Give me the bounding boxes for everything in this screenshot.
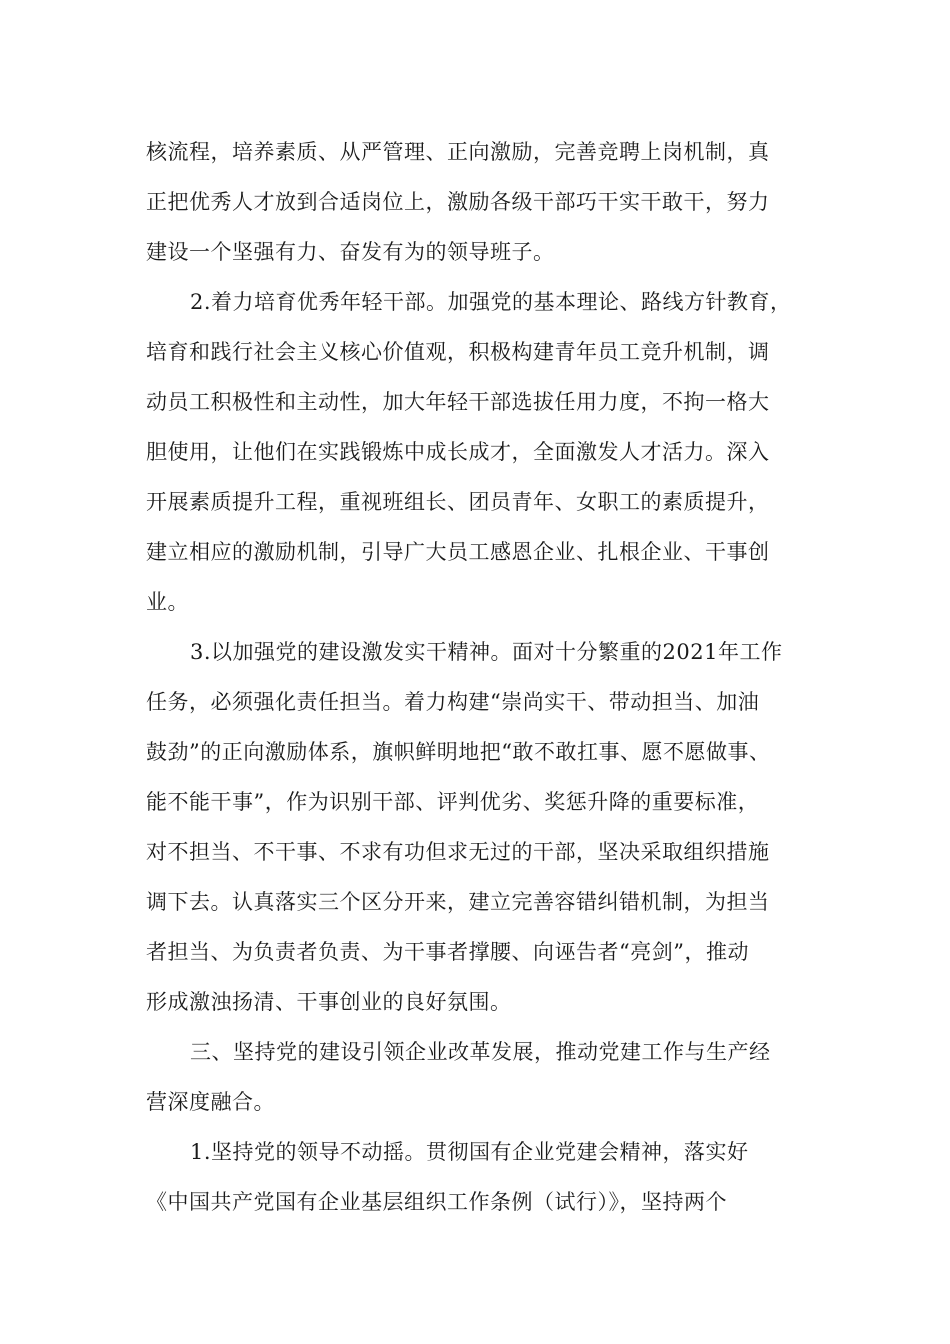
text-line: 建设一个坚强有力、奋发有为的领导班子。 xyxy=(146,240,555,264)
text-line: 2.着力培育优秀年轻干部。加强党的基本理论、路线方针教育， xyxy=(190,290,792,314)
text-line: 正把优秀人才放到合适岗位上，激励各级干部巧干实干敢干，努力 xyxy=(146,190,770,214)
text-line: 《中国共产党国有企业基层组织工作条例（试行）》，坚持两个 xyxy=(146,1190,727,1214)
text-line: 调下去。认真落实三个区分开来，建立完善容错纠错机制，为担当 xyxy=(146,890,770,914)
text-line: 对不担当、不干事、不求有功但求无过的干部，坚决采取组织措施 xyxy=(146,840,770,864)
text-line: 任务，必须强化责任担当。着力构建“崇尚实干、带动担当、加油 xyxy=(146,690,760,714)
text-line: 培育和践行社会主义核心价值观，积极构建青年员工竞升机制，调 xyxy=(146,340,770,364)
text-line: 营深度融合。 xyxy=(146,1090,275,1114)
text-line: 1.坚持党的领导不动摇。贯彻国有企业党建会精神，落实好 xyxy=(190,1140,749,1164)
text-line: 3.以加强党的建设激发实干精神。面对十分繁重的2021年工作 xyxy=(190,640,783,664)
text-line: 者担当、为负责者负责、为干事者撑腰、向诬告者“亮剑”，推动 xyxy=(146,940,749,964)
text-line: 动员工积极性和主动性，加大年轻干部选拔任用力度，不拘一格大 xyxy=(146,390,770,414)
text-line: 核流程，培养素质、从严管理、正向激励，完善竞聘上岗机制，真 xyxy=(146,140,770,164)
text-line: 鼓劲”的正向激励体系，旗帜鲜明地把“敢不敢扛事、愿不愿做事、 xyxy=(146,740,771,764)
text-line: 开展素质提升工程，重视班组长、团员青年、女职工的素质提升， xyxy=(146,490,770,514)
text-line: 胆使用，让他们在实践锻炼中成长成才，全面激发人才活力。深入 xyxy=(146,440,770,464)
text-line: 业。 xyxy=(146,590,189,614)
text-line: 三、坚持党的建设引领企业改革发展，推动党建工作与生产经 xyxy=(190,1040,771,1064)
text-line: 形成激浊扬清、干事创业的良好氛围。 xyxy=(146,990,512,1014)
text-line: 能不能干事”，作为识别干部、评判优劣、奖惩升降的重要标准， xyxy=(146,790,760,814)
body-text xyxy=(146,127,806,1227)
text-line: 建立相应的激励机制，引导广大员工感恩企业、扎根企业、干事创 xyxy=(146,540,770,564)
